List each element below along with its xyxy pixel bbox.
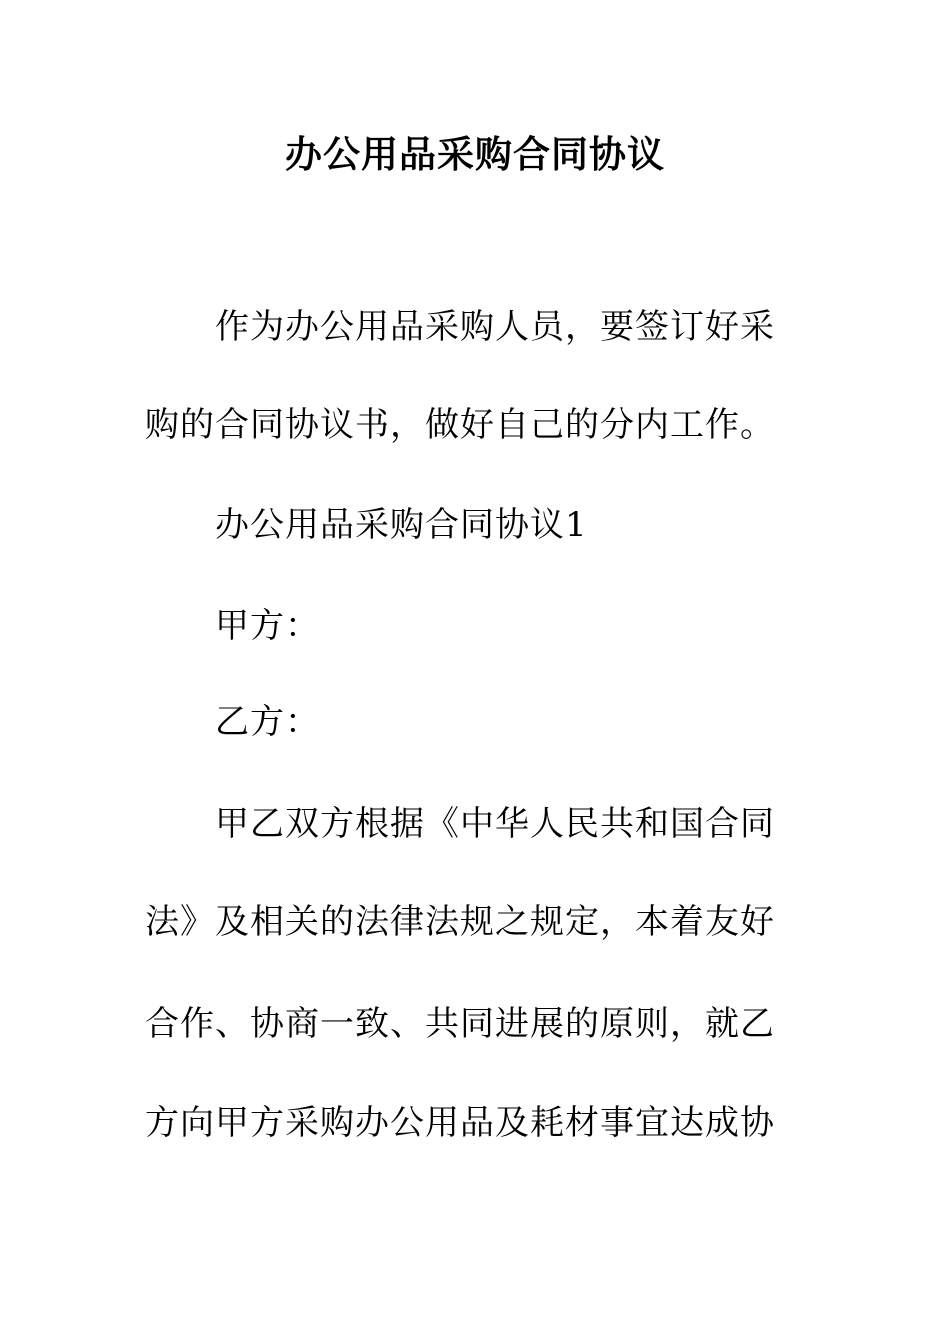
paragraph-line: 购的合同协议书，做好自己的分内工作。 <box>145 405 775 445</box>
party-b-label: 乙方： <box>215 702 320 742</box>
party-a-label: 甲方： <box>215 606 320 646</box>
document-title: 办公用品采购合同协议 <box>285 132 665 176</box>
paragraph-line: 合作、协商一致、共同进展的原则，就乙 <box>145 1004 775 1044</box>
paragraph-line: 作为办公用品采购人员，要签订好采 <box>215 307 775 347</box>
paragraph-line: 方向甲方采购办公用品及耗材事宜达成协 <box>145 1103 775 1143</box>
paragraph-line: 法》及相关的法律法规之规定，本着友好 <box>145 902 775 942</box>
section-heading: 办公用品采购合同协议1 <box>215 505 588 545</box>
paragraph-line: 甲乙双方根据《中华人民共和国合同 <box>215 804 775 844</box>
